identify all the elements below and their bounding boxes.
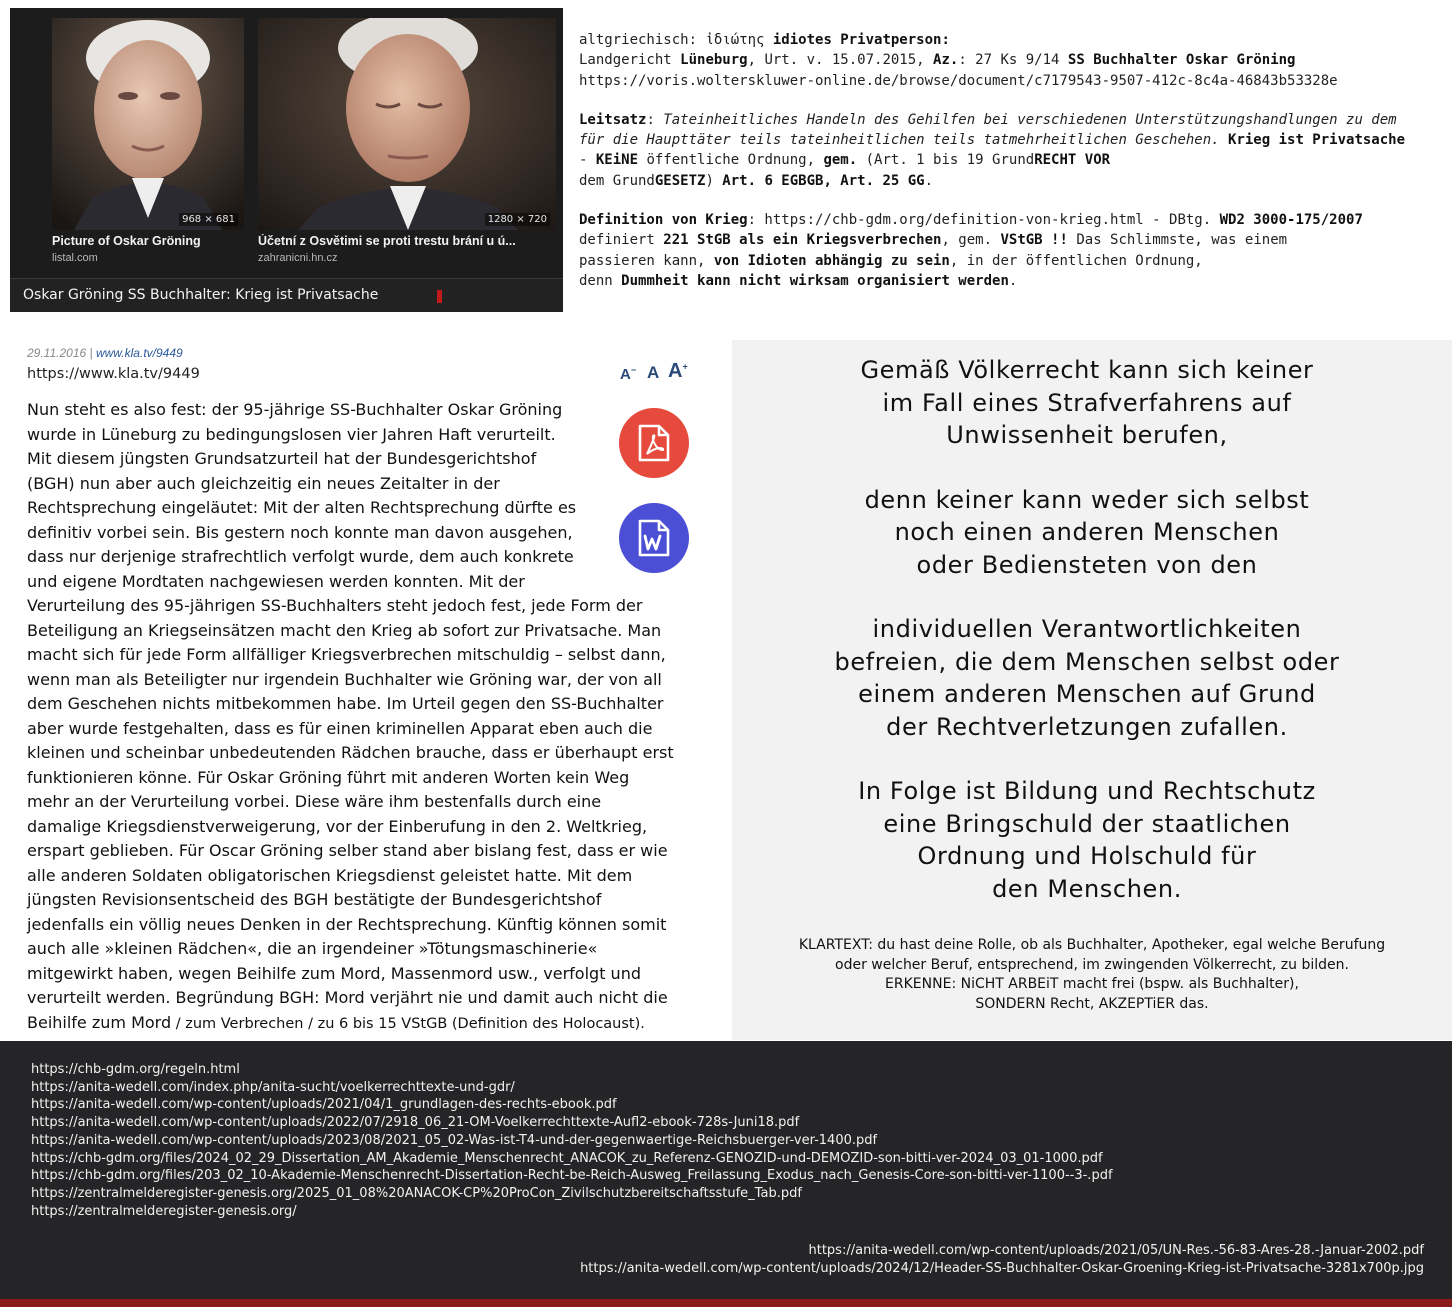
portrait-image	[52, 18, 244, 230]
image-dimensions: 968 × 681	[179, 213, 238, 226]
font-smaller-label: A	[620, 366, 631, 383]
text-segment: Beihilfe zum Mord	[27, 1012, 172, 1032]
reference-link[interactable]: https://chb-gdm.org/files/2024_02_29_Dissertation_AM_Akademie_Menschenrecht_ANACOK_zu_Referenz-GENOZID-und-DEMOZID-son-bitti-ver-2024_03_01-1000.pdf	[31, 1150, 1103, 1166]
text-segment: , gem.	[941, 232, 1001, 249]
quote-line: den Menschen.	[992, 874, 1182, 903]
article-line: wurde in Lüneburg zu bedingungslosen vier Jahren Haft verurteilt.	[27, 424, 556, 444]
image-dimensions: 1280 × 720	[485, 213, 550, 226]
quote-line: oder Bediensteten von den	[916, 550, 1258, 579]
quote-line: Unwissenheit berufen,	[946, 421, 1228, 449]
text-segment: , in der öffentlichen Ordnung,	[949, 252, 1203, 269]
text-segment: -	[579, 152, 596, 169]
quote-line: im Fall eines Strafverfahrens auf	[882, 388, 1292, 417]
article-line: Verurteilung des 95-jährigen SS-Buchhalters steht jedoch fest, jede Form der	[27, 596, 643, 615]
text-segment: Definition von Krieg	[579, 212, 748, 229]
font-smaller-sign: −	[630, 365, 637, 375]
text-segment: Leitsatz	[579, 111, 647, 128]
klartext-line: ERKENNE: NiCHT ARBEiT macht frei (bspw. als Buchhalter),	[885, 976, 1299, 992]
quote-line: Ordnung und Holschuld für	[917, 842, 1257, 870]
font-size-controls	[620, 362, 692, 386]
text-segment: Dummheit kann nicht wirksam organisiert werden	[621, 272, 1009, 289]
article-line: mitgewirkt haben, wegen Beihilfe zum Mord, Massenmord usw., verfolgt und	[27, 963, 641, 983]
legal-line	[579, 210, 1445, 230]
kla-short-link[interactable]: www.kla.tv/9449	[95, 346, 183, 360]
article-line: wenn man als Beteiligter nur irgendein Buchhalter wie Gröning war, der von all	[27, 669, 662, 689]
text-segment: öffentliche Ordnung,	[638, 152, 824, 169]
article-line: definitiv vorbei sein. Bis gestern noch konnte man davon ausgehen,	[27, 522, 573, 542]
article-line: und eigene Mordtaten nachgewiesen werden konnten. Mit der	[27, 571, 525, 591]
klartext-note	[742, 936, 1442, 1014]
text-segment: VStGB !!	[1000, 232, 1068, 249]
quote-paragraph-gap	[732, 743, 1442, 775]
article-line: jedenfalls ein völlig neues Denken in der Rechtsprechung. Künftig können somit	[27, 914, 667, 934]
article-line: dass nur derjenige strafrechtlich verfolgt wurde, dem auch konkrete	[27, 547, 574, 566]
legal-line	[579, 230, 1445, 250]
reference-links-right	[580, 1242, 1424, 1277]
reference-link[interactable]: https://zentralmelderegister-genesis.org/	[31, 1203, 297, 1219]
font-normal-label: A	[647, 363, 660, 382]
quote-line: Gemäß Völkerrecht kann sich keiner	[860, 356, 1314, 384]
quote-panel	[732, 340, 1452, 1040]
article-line: erspart geblieben. Für Oscar Gröning selber stand aber bislang fest, dass er wie	[27, 841, 668, 860]
article-body	[27, 398, 717, 1036]
text-segment: )	[705, 172, 723, 189]
reference-link[interactable]: https://anita-wedell.com/wp-content/uploads/2021/04/1_grundlagen-des-rechts-ebook.pdf	[31, 1097, 617, 1113]
article-line: damalige Kriegsdienstverweigerung, vor der Einberufung in den 2. Weltkrieg,	[27, 816, 648, 836]
article-line: aber wurde festgehalten, dass es für einen kriminellen Apparat eben auch die	[27, 718, 653, 738]
quote-line: der Rechtverletzungen zufallen.	[886, 712, 1288, 741]
text-segment: für die Haupttäter teils tateinheitlichen teils tatmehrheitlichen Geschehen.	[579, 132, 1220, 149]
article-url[interactable]: https://www.kla.tv/9449	[27, 366, 200, 382]
reference-link[interactable]: https://anita-wedell.com/wp-content/uploads/2021/05/UN-Res.-56-83-Ares-28.-Januar-2002.pdf	[808, 1243, 1424, 1258]
text-segment: Lüneburg	[680, 52, 748, 69]
reference-link[interactable]: https://chb-gdm.org/files/203_02_10-Akademie-Menschenrecht-Dissertation-Recht-be-Reich-Ausweg_Freilassung_Exodus_nach_Genesis-Core-son-bitti-ver-1100--3-.pdf	[31, 1168, 1113, 1184]
article-line: dem Geschehen nichts mitbekommen habe. Im Urteil gegen den SS-Buchhalter	[27, 694, 664, 713]
legal-line	[579, 271, 1445, 291]
article-line: Rechtsprechung eingeläutet: Mit der alten Rechtsprechung dürfte es	[27, 498, 577, 517]
klartext-line: KLARTEXT: du hast deine Rolle, ob als Buchhalter, Apotheker, egal welche Berufung	[798, 937, 1386, 953]
quote-line: denn keiner kann weder sich selbst	[864, 485, 1310, 514]
legal-line	[579, 251, 1445, 271]
legal-line	[579, 130, 1445, 150]
legal-line	[579, 110, 1445, 130]
font-smaller-button[interactable]	[620, 365, 636, 383]
text-segment: / zum Verbrechen / zu 6 bis 15 VStGB (Definition des Holocaust).	[171, 1015, 645, 1032]
quote-line: befreien, die dem Menschen selbst oder	[834, 647, 1340, 676]
quote-paragraph-gap	[732, 452, 1442, 484]
reference-links-bar	[0, 1041, 1452, 1299]
quote-line: einem anderen Menschen auf Grund	[858, 680, 1316, 708]
text-segment: Das Schlimmste, was einem	[1067, 232, 1288, 249]
quote-line: eine Bringschuld der staatlichen	[883, 809, 1291, 838]
reference-link[interactable]: https://anita-wedell.com/wp-content/uploads/2023/08/2021_05_02-Was-ist-T4-und-der-gegenwaertige-Reichsbuerger-ver-1400.pdf	[31, 1132, 878, 1148]
photo-oskar-groening-2[interactable]	[258, 18, 556, 230]
meta-separator: |	[86, 346, 96, 360]
article-line: Beteiligung an Kriegseinsätzen macht den Krieg ab sofort zur Privatsache. Man	[27, 620, 662, 640]
text-segment: WD2 3000-175/2007	[1219, 212, 1363, 229]
reference-link[interactable]: https://chb-gdm.org/regeln.html	[31, 1062, 240, 1077]
article-line	[27, 1011, 717, 1037]
photo1-source: listal.com	[52, 252, 98, 264]
bottom-accent-stripe	[0, 1299, 1452, 1307]
reference-link[interactable]: https://anita-wedell.com/wp-content/uploads/2022/07/2918_06_21-OM-Voelkerrechttexte-Aufl2-ebook-728s-Juni18.pdf	[31, 1115, 800, 1131]
legal-line	[579, 50, 1445, 70]
text-segment: passieren kann,	[579, 252, 714, 269]
text-segment: idiotes Privatperson:	[772, 32, 950, 48]
quote-line: individuellen Verantwortlichkeiten	[872, 615, 1302, 643]
article-line: funktionieren könne. Für Oskar Gröning führt mit anderen Worten kein Weg	[27, 767, 630, 787]
legal-line	[579, 30, 1445, 50]
text-segment: : 27 Ks 9/14	[958, 52, 1068, 69]
text-segment: .	[924, 172, 934, 189]
photo-oskar-groening-1[interactable]	[52, 18, 244, 230]
legal-line	[579, 150, 1445, 170]
text-segment: Landgericht	[579, 52, 681, 69]
article-line: macht sich für jede Form allfälliger Kriegsverbrechen mitschuldig – selbst dann,	[27, 645, 666, 664]
text-segment: SS Buchhalter Oskar Gröning	[1067, 52, 1296, 69]
text-segment: von Idioten abhängig zu sein	[713, 252, 950, 269]
legal-line	[579, 171, 1445, 191]
collage-caption-bar	[10, 278, 563, 312]
klartext-line: oder welcher Beruf, entsprechend, im zwingenden Völkerrecht, zu bilden.	[835, 956, 1349, 973]
photo-collage	[10, 8, 563, 312]
quote-paragraph-gap	[732, 581, 1442, 613]
reference-link[interactable]: https://anita-wedell.com/index.php/anita-sucht/voelkerrechttexte-und-gdr/	[31, 1079, 515, 1095]
text-segment: GESETZ	[654, 172, 706, 189]
text-segment: gem.	[823, 152, 858, 169]
caption-accent-mark	[437, 290, 442, 303]
quote-line: In Folge ist Bildung und Rechtschutz	[858, 777, 1316, 805]
text-segment: :	[646, 111, 664, 128]
portrait-image	[258, 18, 556, 230]
reference-link[interactable]: https://anita-wedell.com/wp-content/uploads/2024/12/Header-SS-Buchhalter-Oskar-Groening-Krieg-ist-Privatsache-3281x700p.jpg	[580, 1260, 1424, 1276]
reference-link[interactable]: https://zentralmelderegister-genesis.org/2025_01_08%20ANACOK-CP%20ProCon_Zivilschutzbereitschaftsstufe_Tab.pdf	[31, 1185, 802, 1201]
font-larger-button[interactable]	[668, 360, 688, 383]
legal-notes	[579, 30, 1445, 291]
text-segment: Tateinheitliches Handeln des Gehilfen bei verschiedenen Unterstützungshandlungen zu dem	[663, 111, 1397, 128]
klartext-line: SONDERN Recht, AKZEPTiER das.	[975, 995, 1209, 1012]
article-line: Nun steht es also fest: der 95-jährige SS-Buchhalter Oskar Gröning	[27, 400, 563, 419]
text-segment: Az.	[933, 52, 959, 69]
reference-links-left	[31, 1061, 1113, 1220]
photo1-title[interactable]: Picture of Oskar Gröning	[52, 234, 201, 248]
text-segment: Krieg ist Privatsache	[1219, 132, 1406, 149]
article-line: Mit diesem jüngsten Grundsatzurteil hat der Bundesgerichtshof	[27, 449, 537, 468]
article-line: jüngsten Revisionsentscheid des BGH bestätigte der Bundesgerichtshof	[27, 890, 602, 909]
voelkerrecht-quote	[732, 354, 1442, 905]
article-meta	[27, 346, 183, 360]
quote-line: noch einen anderen Menschen	[894, 518, 1280, 546]
text-segment: (Art. 1 bis 19 Grund	[857, 152, 1035, 169]
photo2-source: zahranicni.hn.cz	[258, 252, 338, 264]
font-larger-label: A	[668, 360, 683, 382]
font-larger-sign: +	[682, 361, 688, 372]
text-segment: : https://chb-gdm.org/definition-von-krieg.html - DBtg.	[747, 212, 1220, 229]
text-segment: dem Grund	[579, 172, 655, 189]
article-line: mehr an der Verurteilung vorbei. Diese wäre ihm bestenfalls durch eine	[27, 792, 602, 811]
text-segment: KEiNE	[595, 152, 639, 169]
article-date: 29.11.2016	[27, 346, 87, 360]
article-line: kleinen und scheinbar unbedeutenden Rädchen brauche, dass er überhaupt erst	[27, 743, 674, 762]
font-normal-button[interactable]	[647, 363, 659, 383]
article-line: (BGH) nun aber auch gleichzeitig ein neues Zeitalter in der	[27, 473, 500, 493]
article-line: auch alle »kleinen Rädchen«, die an irgendeiner »Tötungsmaschinerie«	[27, 939, 598, 958]
article-line: verurteilt werden. Begründung BGH: Mord verjährt nie und damit auch nicht die	[27, 988, 668, 1007]
text-segment: definiert	[579, 232, 664, 249]
text-segment: denn	[579, 272, 622, 289]
text-segment: altgriechisch:	[579, 32, 706, 48]
text-segment: , Urt. v. 15.07.2015,	[747, 52, 934, 69]
text-segment: Art. 6 EGBGB, Art. 25 GG	[722, 172, 925, 189]
article-line: alle anderen Soldaten obligatorischen Kriegsdienst geleistet hatte. Mit dem	[27, 865, 633, 885]
text-segment: 221 StGB als ein Kriegsverbrechen	[663, 232, 942, 249]
text-segment: .	[1008, 272, 1018, 289]
greek-word: ἰδιώτης	[705, 32, 773, 48]
text-segment: RECHT VOR	[1034, 152, 1111, 169]
collage-caption: Oskar Gröning SS Buchhalter: Krieg ist Privatsache	[23, 287, 379, 303]
voris-link[interactable]: https://voris.wolterskluwer-online.de/browse/document/c7179543-9507-412c-8c4a-46843b53328e	[579, 72, 1338, 89]
photo2-title[interactable]: Účetní z Osvětimi se proti trestu brání u ú...	[258, 234, 516, 248]
